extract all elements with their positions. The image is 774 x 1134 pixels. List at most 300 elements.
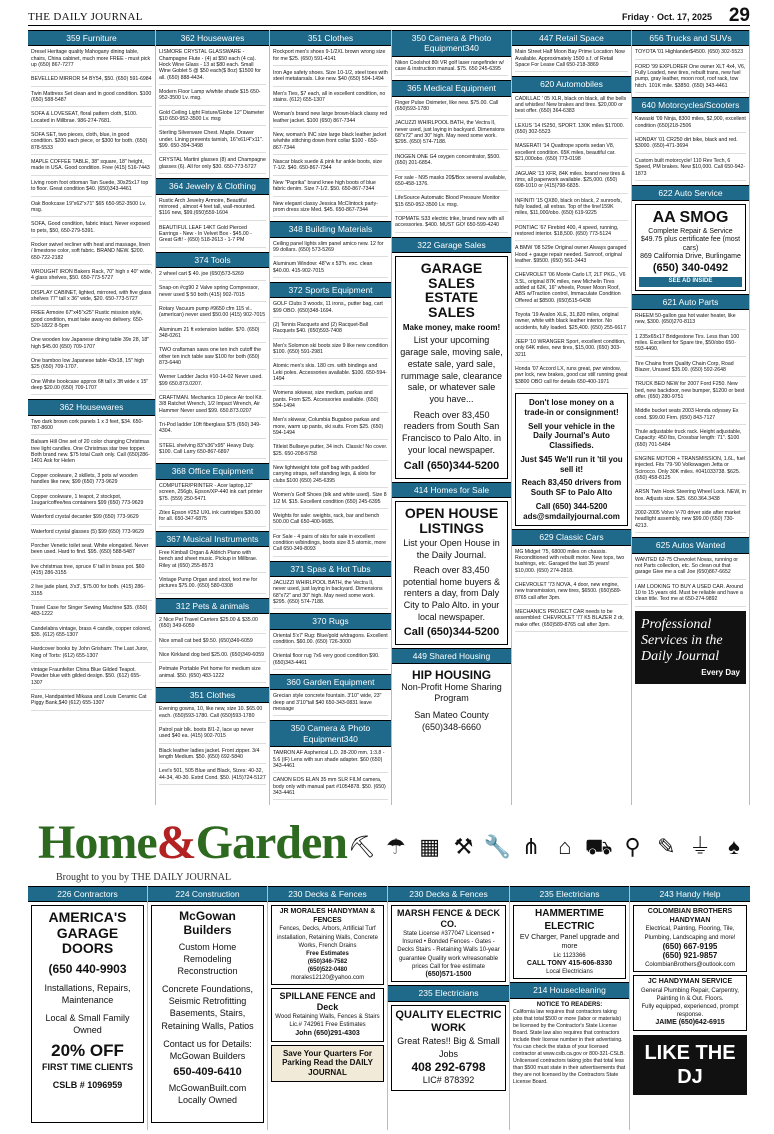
aa-smog-ad: [635, 204, 746, 290]
classified-ad: Waterford crystal decanter $99 (650) 773-9629: [31, 514, 152, 524]
section-header: 235 Electricians: [510, 886, 629, 902]
classified-ad: ARSN Twin Hook Steering Wheel Lock. NEW, in box. Adjusts size. $25. 650.364.3438: [635, 489, 746, 506]
classified-ad: Nascar black suede & pink fur ankle boots, size 7-1/2. $40. 650-867-7344: [273, 159, 388, 176]
classified-ad: vintage Fraunfelter China Blue Gilded Teapot. Powder blue with gilded design. $50. (612) 655-1307: [31, 667, 152, 690]
classified-ad: Nikon Coolshot 80i VR golf laser rangefinder w/ case & instruction manual. $75. 650 245-6395: [395, 60, 508, 77]
marsh-fence-ad: [391, 905, 506, 982]
classified-ad: New, woman's INC size large black leather jacket w/white stitching down front collar $100 - 650-867-7344: [273, 132, 388, 155]
service-directory: [28, 886, 750, 1130]
classified-ad: Living room foot ottoman Tan Suede, 30x25x17 top to floor. Great condition $40. (650)343-4461: [31, 180, 152, 197]
section-header: 368 Office Equipment: [156, 463, 269, 479]
ad-line: EV Charger, Panel upgrade and more: [519, 933, 620, 951]
classified-ad: Atomic men's skis. 180 cm. with bindings and Leki poles. Accessories available. $100. 650-594-1494: [273, 363, 388, 386]
hip-sub: Non-Profit Home Sharing Program: [401, 681, 502, 704]
column-2: [156, 30, 270, 805]
open-house-body: List your Open House in the Daily Journal.: [403, 538, 500, 561]
classified-ad: Woman's brand new large brown-black classy red leather jacket. $100 (650) 867-7344: [273, 111, 388, 128]
home-garden-logo: Home&Garden: [38, 816, 347, 869]
garage-sales-reach: Reach over 83,450 readers from South San Francisco to Palo Alto. in your local newspaper.: [401, 409, 502, 455]
ad-email: morales12120@yahoo.com: [290, 974, 365, 981]
ad-list: [159, 271, 266, 460]
section-header: 372 Sports Equipment: [270, 282, 391, 298]
classified-ad: Hardcover books by John Grisham: The Last Juror, King of Torts: (612) 655-1307: [31, 646, 152, 663]
classified-ad: TOPMATE S33 electric trike, brand new with all accessories. $400. MUST GO! 650-599-4240: [395, 216, 508, 233]
classified-ad: TOYOTA '01 Highlander$4500. (650) 302-5523: [635, 49, 746, 59]
section-header: 622 Auto Service: [632, 185, 749, 201]
publication-name: THE DAILY JOURNAL: [28, 11, 143, 23]
section-header: 621 Auto Parts: [632, 294, 749, 310]
classified-ad: JACUZZI WHIRLPOOL BATH, the Vectra II, never used, just laying in backyard. Dimensions 68"x72" and 30" high. May need some work. $295. (650) 574-7188.: [395, 120, 508, 149]
ad-line: Wood Retaining Walls, Fences & Stairs Lic.# 742961 Free Estimates: [275, 1014, 380, 1029]
garage-sales-body: List your upcoming garage sale, moving sale, estate sale, yard sale, rummage sale, clearance sale, or whatever sale you have...: [400, 335, 503, 404]
ad-list: [159, 617, 266, 683]
classified-ad: Candelabra vintage, brass 4 candle, copper colored, $35. (612) 655-1307: [31, 626, 152, 643]
classified-ad: Oriental floor rug 7x6 very good condition $90. (650)343-4461: [273, 653, 388, 670]
ad-list: [31, 49, 152, 395]
garage-doors-ad: [31, 905, 144, 1123]
ad-title: AMERICA'S GARAGE DOORS: [48, 909, 127, 957]
section-header: 370 Rugs: [270, 613, 391, 629]
classified-ad: SOFA SET, two pieces, cloth, blue, in good condition. $200 each piece, or $300 for both. (650) 878-5533: [31, 132, 152, 155]
classified-ad: FORD '99 EXPLORER One owner XLT 4x4, V6, Fully Loaded, new tires, rebuilt trans, new fuel pump, gray leather, moon roof, roof rack, tow hitch. 101K mile. $3850. (650) 343-4461: [635, 64, 746, 93]
ad-line: Local & Small Family Owned: [45, 1013, 130, 1036]
section-header: 348 Building Materials: [270, 221, 391, 237]
section-header: 350 Camera & Photo Equipment340: [270, 720, 391, 747]
smog-line: $49.75 plus certificate fee (most cars): [640, 236, 741, 252]
classified-ad: LifeSource Automatic Blood Pressure Monitor $15 650-952-3500 Lv. msg.: [395, 195, 508, 212]
classified-ad: For Sale - 4 pairs of skis for sale in excellent condition w/bindings, boots size 8.5 atomic, more Call 650-349-8093: [273, 534, 388, 557]
promo-line: Call (650) 344-5200 ads@smdailyjournal.com: [523, 501, 620, 521]
ad-list: [273, 750, 388, 800]
classified-ad: Men's Solomon ski boots size 9 like new condition $100. (650) 591-2981: [273, 343, 388, 360]
hip-location: San Mateo County: [414, 710, 489, 720]
classified-ad: Modern Floor Lamp w/white shade $15 650-952-3500 Lv. msg.: [159, 89, 266, 106]
classified-ad: Tri-Pod ladder 10ft fiberglass $75 (650) 349-4304.: [159, 422, 266, 439]
section-header: 230 Decks & Fences: [268, 886, 387, 902]
classified-ad: Rockport men's shoes 9-1/2XL brown wrong size for me $25. (650) 591-4141: [273, 49, 388, 66]
classified-ad: LISMORE CRYSTAL GLASSWARE - Champagne Flute - (4) at $50 each (4 ca). Hock Wine Glass - 13 at $80 each. Small Wine Goblet 5 @ $50 each($ 8oz) $1500 for all. (650) 888-4434.: [159, 49, 266, 85]
quality-electric-ad: [391, 1005, 506, 1091]
watering-can-icon: ☂: [385, 833, 406, 859]
ad-title: QUALITY ELECTRIC WORK: [395, 1008, 502, 1035]
classified-ad: Aluminum Window: 48"w x 53"h. exc. clean $40.00. 415-902-7015: [273, 261, 388, 278]
professional-services-promo: [635, 611, 746, 684]
section-header: 365 Medical Equipment: [392, 80, 511, 96]
ad-list: [273, 633, 388, 670]
section-header: 449 Shared Housing: [392, 648, 511, 664]
section-header: 360 Garden Equipment: [270, 674, 391, 690]
tool-icons: [348, 822, 748, 872]
classified-ad: BEVELLED MIRROR 54 BY54, $50. (650) 591-6984: [31, 76, 152, 86]
classified-ad: 2 wheel cart $ 40. joe (650)573-5269: [159, 271, 266, 281]
section-header: 620 Automobiles: [512, 76, 631, 92]
ad-list: [31, 419, 152, 711]
classified-ad: Two dark brown cork panels 1 x 3 feet, $34. 650-787-8600: [31, 419, 152, 436]
classified-ad: BEAUTIFUL LEAF 14KT Gold Pierced Earrings - New - In Velvet Box - $45.00 - Great Gift! - (650) 518-2613 - 1-7 PM: [159, 225, 266, 248]
ad-list: [515, 49, 628, 72]
classified-ad: Snap-on #cg90 2 Valve spring Compressor, never used $ 50 both (415) 902-7015: [159, 285, 266, 302]
classified-ad: Rare, Handpainted Mikasa and Louis Ceramic Cat Piggy Bank,$40 (612) 655-1307: [31, 694, 152, 711]
ad-license: LIC# 878392: [422, 1075, 475, 1086]
ad-list: [159, 550, 266, 594]
section-header: 374 Tools: [156, 252, 269, 268]
dir-col-electricians: [510, 886, 630, 1130]
classified-ad: INFINITI '15 QX80, black on black, 2 sunroofs, fully loaded, all extras. Top of the line!159K miles, $11,000/obo. (650) 619-9225: [515, 198, 628, 221]
classified-ad: CRYSTAL Martini glasses (8) and Champagne glasses (6). All for only $30. 650-773-5727: [159, 157, 266, 174]
ad-line: Electrical, Painting, Flooring, Tile, Plumbing, Landscaping and more!: [644, 926, 736, 941]
classified-ad: Travel Case for Singer Sewing Machine $35. (650) 483-1222: [31, 605, 152, 622]
section-header: 359 Furniture: [28, 30, 155, 46]
classified-ad: Honda '07 Accord LX, runs great, pwr window, pwr lock, new brakes, good car still running great $3800 OBO call for details 650-400-1971: [515, 366, 628, 389]
open-house-reach: Reach over 83,450 potential home buyers & renters a day, from Daly City to Palo Alto. in your local newspaper.: [402, 564, 501, 622]
ad-phone: (650) 921-9857: [662, 951, 718, 961]
classified-ad: 1 235x65x17 Bridgestone Tirs. Less than 100 miles. Excellent for Spare tire, $50/obo 650-593-4490.: [635, 334, 746, 357]
classified-ad: Oriental 5'x7' Rug: Blue/gold w/dragons. Excellent condition. $60.00. (650) 726-3000: [273, 633, 388, 650]
classified-ad: ENGINE MOTOR + TRANSMISSION, 1.6L, fuel injected. Fits '79-'90 Volkswagen Jetta or Scirocco. Only 30K miles. #041033738. $625. (650) 458-8125: [635, 456, 746, 485]
smog-line: Complete Repair & Service: [648, 227, 733, 235]
ad-list: [273, 49, 388, 217]
promo-line: Reach 83,450 drivers from South SF to Palo Alto: [521, 478, 622, 498]
classified-ad: Womens skiwear, size medium, parkas and pants. From $25. Accessories available. (650) 594-1494: [273, 390, 388, 413]
classified-ad: JEEP '10 WRANGER Sport, excellent condition, only 64K miles, new tires, $15,000. (650) 303-3211: [515, 339, 628, 362]
ad-license: CSLB # 1096959: [52, 1080, 123, 1091]
classified-ad: WANTED 62-75 Chevrolet Novas, running or not Parts collection, etc. So clean out that garage Give me a call Joe (650)867-6652: [635, 557, 746, 580]
section-header: 214 Housecleaning: [510, 982, 629, 998]
ad-line: Great Rates!! Big & Small Jobs: [397, 1036, 500, 1059]
classified-ad: New "Paprika" brand knee high boots of blue fabric denim. Size 7-1/2. $50. 650-867-7344: [273, 180, 388, 197]
classified-ad: Twin Mattress Set clean and in good condition. $100 (650) 588-5487: [31, 91, 152, 108]
ad-line: General Plumbing Repair, Carpentry, Painting In & Out. Floors.: [641, 987, 739, 1002]
promo-line: Sell your vehicle in the Daily Journal's Auto Classifieds.: [528, 421, 615, 451]
ad-email: ColombianBrothers@outlook.com: [645, 962, 735, 969]
ad-offer-note: FIRST TIME CLIENTS: [42, 1061, 133, 1072]
classified-ad: (2) Tennis Racquets and (2) Racquet-Ball Racquets $40. (650)593-7408: [273, 322, 388, 339]
ad-list: [635, 313, 746, 533]
faucet-icon: ⚲: [624, 833, 641, 859]
classified-ad: I AM LOOKING TO BUY A USED CAR. Around 10 to 15 years old. Must be reliable and have a clean title. Text me at 650-274-9892: [635, 584, 746, 607]
classified-ad: RHEEM 50-gallon gas hot water heater, like new, $300. (650)270-8113: [635, 313, 746, 330]
classified-ad: DISPLAY CABINET, lighted, mirrored, with five glass shelves 77" tall x 36" wide, $20. 650-773-5727: [31, 290, 152, 307]
section-header: 629 Classic Cars: [512, 529, 631, 545]
classified-ad: A BMW '08 529e Original owner Always garaged Hood + gauge repair needed. Sunroof, original leather. $9500. (650) 561-3443: [515, 245, 628, 268]
classified-ad: Porcher Venetic toilet seat. White elongated. Never been used. Hard to find. $95. (650) 588-5487: [31, 543, 152, 560]
classified-ad: Balsam Hill One set of 20 color changing Christmas tree light candles. One Christmas star tree topper. Both brand new. $75 total Cash only. Call (650)286-1401 Ask for Helen: [31, 439, 152, 468]
ad-line: Installations, Repairs, Maintenance: [44, 982, 131, 1005]
section-header: 414 Homes for Sale: [392, 482, 511, 498]
ad-line: State License #377047 Licensed • Insured • Bonded Fences - Gates - Decks Stairs - Retaining Walls 10-year guarantee Quality work w/reasonable prices Call for free estimate: [397, 931, 500, 970]
wrench-icon: 🔧: [483, 833, 511, 859]
section-header: 226 Contractors: [28, 886, 147, 902]
classified-ad: Black leather ladies jacket. Front zipper. 3/4 length Medium. $50. (650) 692-5840: [159, 748, 266, 765]
masthead: [28, 6, 750, 26]
classified-ad: New elegant classy Jessica McClintock party-prom dress size Med. $45. 650-867-7344: [273, 201, 388, 218]
ad-list: [273, 301, 388, 556]
classified-ad: CHEVROLET '06 Monte Carlo LT, 2LT PKG., V6 3.5L, original 87K miles, new Michelin Tires added at 62K, 16" wheels, Power Moon Roof, ABS w/Traction control, Immaculate Condition Offered at $8500. (650)515-6438: [515, 272, 628, 308]
classified-ad: GOLF Clubs 3 woods, 11 irons,, putter bag, cart $99 OBO. (650)348-1694.: [273, 301, 388, 318]
ad-list: [159, 198, 266, 248]
like-the-dj-ad: LIKE THE DJ: [633, 1035, 747, 1096]
ad-list: [273, 241, 388, 278]
section-header: 351 Clothes: [156, 687, 269, 703]
ad-list: [159, 483, 266, 527]
rake-icon: ⋔: [521, 833, 541, 859]
ad-title: JR MORALES HANDYMAN & FENCES: [279, 908, 376, 924]
classified-ad: Patrol pair blk. boots 8/1-2, lace up never used $40 ea. (415) 902-7015: [159, 727, 266, 744]
classified-ad: Vintage Pump Organ and stool, text me for pictures $75.00. (650) 580-0308: [159, 577, 266, 594]
classified-ad: Sterling Silverware Chest. Maple. Drawer under. Lining prevents tarnish, 16"x61/4"x11". $99. 650-394-3498: [159, 130, 266, 153]
ad-list: [395, 60, 508, 77]
classified-ad: TRUCK BED NEW for 2007 Ford F250. New bed, new backdoor, new bumper, $1200 or best offer. (650) 280-9751: [635, 381, 746, 404]
ad-list: [635, 557, 746, 607]
classified-ad: New lightweight tote golf bag with padded carrying straps, self standing legs, & slots for clubs $100 (650) 245-6395: [273, 465, 388, 488]
section-header: 364 Jewelry & Clothing: [156, 178, 269, 194]
classified-ad: JACUZZI WHIRLPOOL BATH, the Vectra II, never used, just laying in backyard. Dimensions 68"x72" and 30" high. May need some work. $295. (650) 574-7188.: [273, 580, 388, 609]
ad-phone: JAIME (650)642-6915: [655, 1019, 725, 1027]
ad-line: Free Estimates: [306, 950, 349, 957]
wheelbarrow-icon: ⛟: [584, 833, 613, 859]
ad-title: COLOMBIAN BROTHERS HANDYMAN: [647, 908, 733, 924]
section-header: 350 Camera & Photo Equipment340: [392, 30, 511, 57]
classified-ad: WROUGHT IRON Bakers Rack, 70" high x 40" wide, 4 glass shelves, $50. 650-773-5727: [31, 269, 152, 286]
mcgowan-ad: [151, 905, 264, 1123]
classified-ad: Main Street Half Moon Bay Prime Location Now Available. Approximately 1500 s.f. of Retail Space For Lease Call 650-218-3869: [515, 49, 628, 72]
ad-title: JC HANDYMAN SERVICE: [647, 978, 733, 986]
smog-name: AA SMOG: [652, 209, 729, 227]
classified-ad: Copper cookware, 2 skillets, 3 pots w/ wooden handles like new, $99 (650) 773-9629: [31, 473, 152, 490]
paint-roller-icon: ⛏: [348, 833, 376, 859]
classified-ad: Finger Pulse Oximeter, like new. $75.00. Call (650)593-1780: [395, 100, 508, 117]
spillane-ad: [271, 988, 384, 1042]
classified-ad: Petmate Portable Pet home for medium size animal. $50. (650) 483-1222: [159, 666, 266, 683]
ad-list: [395, 100, 508, 233]
ad-list: [635, 49, 746, 93]
house-icon: ⌂: [558, 833, 572, 859]
ad-title: SPILLANE FENCE and Deck: [279, 991, 376, 1013]
section-header: 656 Trucks and SUVs: [632, 30, 749, 46]
classified-ad: PONTIAC '67 Firebird 400, 4 speed, running, restored interior. $18,500. (650) 773-5124: [515, 225, 628, 242]
promo-line: Don't lose money on a trade-in or consignment!: [524, 398, 619, 417]
classified-ad: Waterford crystal glasses (5) $99 (650) 773-9629: [31, 529, 152, 539]
classified-ad: Men's Ties, $7 each, all in excellent condition, no stains. (612) 655-1307: [273, 91, 388, 108]
dir-col-handy: [630, 886, 750, 1130]
classified-ad: Aluminum 21 ft extension ladder. $70. (650) 348-0261: [159, 327, 266, 344]
classified-ad: 2002-2005 Volvo V-70 driver side after market headlight assembly, new $99.00 (650) 730-4213.: [635, 510, 746, 533]
notice-title: NOTICE TO READERS:: [536, 1001, 603, 1008]
classified-ad: Werner Ladder Jacks #10-14-02 Never used. $99 650.873.0207.: [159, 374, 266, 391]
hip-phone: (650)348-6660: [421, 721, 482, 732]
ad-list: [159, 49, 266, 174]
jc-handyman-ad: [633, 975, 747, 1030]
ad-phone: (650)346-7582: [307, 958, 348, 965]
section-header: 640 Motorcycles/Scooters: [632, 97, 749, 113]
column-3: [270, 30, 392, 805]
ad-list: [635, 116, 746, 180]
hip-housing-ad: [395, 667, 508, 735]
classified-ad: CADILLAC ' 05 XLR, black on black, all the bells and whistles! New brakes and tires. $20,000 or best offer. (650) 364-6383: [515, 96, 628, 119]
classified-ad: Kawaski '09 Ninja, 8300 miles, $2,900, excellent condition (650)218-2506: [635, 116, 746, 133]
classified-ad: CRAFTMAN. Mechanics 10 piece Air tool Kit. 3/8 Ratchet Wrench, 1/2 Impact Wrench, Air Hammer Never used $99. 650.873.0207: [159, 395, 266, 418]
page-number: 29: [728, 5, 750, 26]
classified-ad: Weights for sale: weights, rack, bar and bench 500.00 Call 650-400-9685.: [273, 513, 388, 530]
classified-ad: MAPLE COFFEE TABLE, 38" square, 18" height, made in USA. Good condition. Free (415) 516-7443: [31, 159, 152, 176]
section-header: 351 Clothes: [270, 30, 391, 46]
column-4: [392, 30, 512, 805]
ad-phone: John (650)291-4303: [295, 1030, 360, 1038]
sell-vehicle-ad: [515, 393, 628, 526]
classified-ad: One White bookcase approx 6ft tall x 3ft wide x 15" deep $20.00 (650) 709-1707: [31, 379, 152, 396]
promo-line: Just $45 We'll run it 'til you sell it!: [520, 454, 623, 474]
ad-list: [273, 693, 388, 716]
ad-line: Concrete Foundations, Seismic Retrofitting Basements, Stairs, Retaining Walls, Patios: [161, 984, 254, 1031]
smog-phone: (650) 340-0492: [652, 261, 729, 274]
ad-line: Contact us for Details: McGowan Builders: [163, 1038, 252, 1061]
classified-ad: Free Kimball Organ & Aldrich Piano with bench and sheet music. Pickup in Millbrae. Riley at (650) 255-8573: [159, 550, 266, 573]
dir-col-decks-2: [388, 886, 510, 1130]
section-header: 362 Housewares: [156, 30, 269, 46]
section-header: 371 Spas & Hot Tubs: [270, 561, 391, 577]
garage-sales-call: Call (650)344-5200: [403, 460, 500, 473]
classified-ad: Grecian style concrete fountain. 3'10" wide, 23" deep and 3'10"tall $40 650-343-0831 leave message: [273, 693, 388, 716]
paint-brush-icon: ✎: [657, 833, 676, 859]
smog-line: 869 California Drive, Burlingame: [640, 253, 741, 261]
ad-phone: 408 292-6798: [411, 1059, 486, 1074]
classified-ad: Evening gowns, 10, like new, size 10. $65.00 each. (650)593-1780. Call (650)593-1780: [159, 706, 266, 723]
classified-ad: Rustic Arch Jewelry Armoire, Beautiful mirrored , almost 4 feet tall, wall-mounted. $116 new, $99.(650)559-1604: [159, 198, 266, 221]
home-garden-tagline: Brought to you by THE DAILY JOURNAL: [56, 872, 232, 883]
ad-title: HAMMERTIME ELECTRIC: [535, 908, 604, 932]
jr-morales-ad: [271, 905, 384, 985]
classified-ad: Zitex Epson #252 UXL ink cartridges $30.00 for all. 650-347-6875: [159, 510, 266, 527]
classified-ad: Iron Age safety shoes. Size 10-1/2, steel toes with steel metatarsals. Like new. $40 (650) 594-1494: [273, 70, 388, 87]
ad-line: Fences, Decks, Arbors, Artificial Turf installation, Retaining Walls, Concrete Works, French Drains: [277, 926, 378, 949]
classified-ad: Gold Ceiling Light Fixture/Globe 12" Diameter $10 650-952-3500 Lv. msg: [159, 110, 266, 127]
classified-ad: live christmas tree, spruce 6' tall in brass pot. $60 (415) 286-3155: [31, 564, 152, 581]
ad-phone: (650) 667-9195: [662, 941, 718, 951]
dir-col-decks-1: [268, 886, 388, 1130]
save-quarters-ad: Save Your Quarters For Parking Read the DAILY JOURNAL: [271, 1045, 384, 1082]
ad-list: [159, 706, 266, 785]
ad-phone: (650 440-9903: [48, 961, 127, 976]
open-house-ad: [395, 501, 508, 645]
classified-ad: TWO craftsman saws one ten inch cutoff the other ten inch table saw $100 for both (650) 873-6440: [159, 347, 266, 370]
ad-phone: (650)522-0480: [307, 966, 348, 973]
section-header: 447 Retail Space: [512, 30, 631, 46]
ad-website: McGowanBuilt.com Locally Owned: [168, 1083, 247, 1106]
classified-ad: Copper cookware, 1 teapot, 2 stockpot, 1sugar/coffee/tea containers $99 (650) 773-9629: [31, 494, 152, 511]
column-5: [512, 30, 632, 805]
classified-ad: TAMRON AF Aspherical L.D. 28-200 mm. 1:3.8 - 5.6 (IF) Lens with sun shade adapter. $60 (650) 343-4461: [273, 750, 388, 773]
classified-ad: Rocker swivel recliner with heat and massage, linen / limestone color, soft fabric. BRAND NEW. $200. 650-722-2182: [31, 242, 152, 265]
classified-ad: Tire Chains from Quality Chain Corp, Road Blazer, Unused $35.00. (650) 592-2648: [635, 361, 746, 378]
classified-ad: STEEL shelving 83"x36"x95" Heavy Duty. $100. Call Larry 650-867-6897: [159, 443, 266, 460]
classified-ad: Dresel Heritage quality Mahogany dining table, chairs, China cabinet, much more FREE - must pick up (650) 867-7277: [31, 49, 152, 72]
promo-tag: Every Day: [701, 667, 740, 677]
garage-sales-title: GARAGE SALES ESTATE SALES: [420, 259, 483, 320]
classified-ad: Nice small cat bed $9.50. (650)349-6059: [159, 638, 266, 648]
section-header: 224 Construction: [148, 886, 267, 902]
classified-ad: Custom built motorcycle! 110 Rev Tech, 6 Speed, PM brakes. New $10,000. Call 650-942-1873: [635, 158, 746, 181]
notice-body: California law requires that contractors taking jobs that total $500 or more (labor or materials) be licensed by the Contractor's State License Board. State law also requires that contractors include their license number in their advertising. You can check the status of your licensed contractor at www.cslb.ca.gov or 800-321-CSLB. Unlicensed contractors taking jobs that total less than $500 must state in their advertisements that they are not licensed by the Contractors State License Board.: [513, 1009, 626, 1086]
garage-sales-subtitle: Make money, make room!: [402, 322, 501, 332]
dir-col-construction: [148, 886, 268, 1130]
classified-ad: JAGUAR '13 XFR, 84K miles. brand new tires & rims, all paperwork available. $25,000. (650) 698-1010 or (415)798-6835.: [515, 171, 628, 194]
section-header: 312 Pets & animals: [156, 598, 269, 614]
section-header: 367 Musical Instruments: [156, 531, 269, 547]
section-header: 625 Autos Wanted: [632, 537, 749, 553]
ad-title: MARSH FENCE & DECK CO.: [396, 908, 500, 930]
section-header: 322 Garage Sales: [392, 237, 511, 253]
ad-line: Custom Home Remodeling Reconstruction: [177, 941, 238, 977]
section-header: 243 Handy Help: [630, 886, 750, 902]
spade-icon: ♠: [728, 833, 740, 859]
classified-ad: MASERATI '14 Quattrope sports sedan V8, excellent condition. 65K miles, beautiful car. $21,000obo. (650) 773-0198: [515, 143, 628, 166]
classified-ad: Oak Bookcase 19"x62"x71" $65 650-952-3500 Lv. msg.: [31, 201, 152, 218]
classified-ad: SOFA & LOVESEAT, floral pattern cloth, $100. Located in Millbrae. 986-274-7681.: [31, 111, 152, 128]
classified-ad: Titleist Bullseye putter, 34 inch. Classic! No cover. $25. 650-208-5758: [273, 444, 388, 461]
classified-ad: Levi's 501, 505 Blue and Black, Sizes: 40-32, 44-34, 40-30. Estrd Cond. $50. (415)724-5127: [159, 768, 266, 785]
ad-list: [273, 580, 388, 609]
section-header: 362 Housewares: [28, 399, 155, 415]
classified-ad: One bamboo low Japanese table 43x18, 15" high $25 (650) 709-1707.: [31, 358, 152, 375]
classified-ad: HONDAY '01 CR250 dirt bike, black and red. $3000. (650)-471-3694: [635, 137, 746, 154]
garage-sales-ad: [395, 256, 508, 479]
column-1: [28, 30, 156, 805]
hammertime-ad: [513, 905, 626, 979]
classified-ad: LEXUS '14 IS250, SPORT. 130K miles $17000. (650) 302-5523: [515, 123, 628, 140]
classified-ad: FREE Armoire 67"x45"x25" Rustic mission style, good condition, must take away-no delivery. 650-520-1822 8-5pm: [31, 310, 152, 333]
classified-ad: Men's skiwear, Columbia Bugaboo parkas and more, warm up pants, ski suits. From $25. (650) 594-1494: [273, 417, 388, 440]
classified-ad: INOGEN ONE G4 oxygen concentrator, $500. (650) 201-6854.: [395, 154, 508, 171]
ad-phone: CALL TONY 415-606-8330: [526, 959, 613, 967]
open-house-title: OPEN HOUSE LISTINGS: [404, 505, 499, 536]
classified-ad: SOFA, Good condition, fabric intact. Never exposed to pets, $50, 650-279-5391.: [31, 221, 152, 238]
home-garden-banner: [28, 812, 750, 890]
ad-line: Local Electricians: [546, 969, 593, 976]
classified-ad: Rotary Vacuum pump #9650 cfm 115 vl.. (american) never used $50.00 (415) 902-7015: [159, 306, 266, 323]
ad-phone: (650)571-1500: [425, 970, 472, 978]
ad-license: Lic 1123366: [553, 952, 586, 959]
colombian-brothers-ad: [633, 905, 747, 972]
promo-title: Professional Services in the Daily Journal: [641, 616, 723, 664]
classified-ad: Ceiling panel lights slim panel amico new. 12 for 99 dollars. (650) 573-5269: [273, 241, 388, 258]
classified-ad: COMPUTER/PRINTER - Acer laptop,12" screen, 256gb, Epson/XP-440 ink cart printer $75. (559) 250-5471: [159, 483, 266, 506]
plug-icon: ⏚: [689, 833, 712, 859]
ad-line: Fully equipped, experienced, prompt response.: [641, 1003, 739, 1019]
smog-banner: SEE AD INSIDE: [639, 277, 742, 286]
classified-ad: One wooden low Japanese dining table 39x 28, 18" high $45.00 (650) 709-1707: [31, 337, 152, 354]
classified-ad: For sale - N95 masks 20$/Box several available, 650-458-1376.: [395, 175, 508, 192]
classified-ad: Women's Golf Shoes (blk and white used). Size 8 1/2 M. $15. Excellent condition (650) 245-6395: [273, 492, 388, 509]
classified-ad: CHEVROLET '73 NOVA, 4 door, new engine, new transmission, new tires, $6500. (650)589-8765 call after 3pm.: [515, 582, 628, 605]
dir-col-contractors: [28, 886, 148, 1130]
ad-title: McGowan Builders: [179, 909, 236, 937]
column-6: [632, 30, 750, 805]
section-header: 230 Decks & Fences: [388, 886, 509, 902]
classified-ad: Thule adjustable truck rack. Height adjustable, Capacity: 450 lbs, Crossbar length: 71". $100 (650) 701-5484: [635, 429, 746, 452]
classified-ad: CANON EOS ELAN 35 mm SLR FILM camera, body only with manual part #1054878. $50. (650) 343-4461: [273, 777, 388, 800]
classified-ad: Toyota '19 Avalon XLE, 31,820 miles, original owner, white with black leather interior. No accidents, fully loaded. $25,400. (650) 255-6617: [515, 312, 628, 335]
classified-ad: Nice Kirkland dog bed $25.00. (650)349-6059: [159, 652, 266, 662]
ad-list: [515, 96, 628, 389]
ad-phone: 650-409-6410: [173, 1066, 242, 1078]
classified-ad: 2 live jade plant, 3'x3', $75.00 for both. (415) 286-3155: [31, 584, 152, 601]
hammer-icon: ⚒: [453, 833, 474, 859]
ad-offer: 20% OFF: [51, 1041, 124, 1061]
classified-ad: MG Midget '75, 68000 miles on chassis. Reconditioned with rebuilt motor. New tops, two bushings, etc. Garaged the last 35 years! $10,000. (650) 274-2818.: [515, 549, 628, 578]
ad-list: [515, 549, 628, 632]
classified-ad: Middle bucket seats 2003 Honda odyssey Ex cond. $99.00 Firm. (650) 843-7127: [635, 408, 746, 425]
hip-title: HIP HOUSING: [411, 668, 492, 683]
